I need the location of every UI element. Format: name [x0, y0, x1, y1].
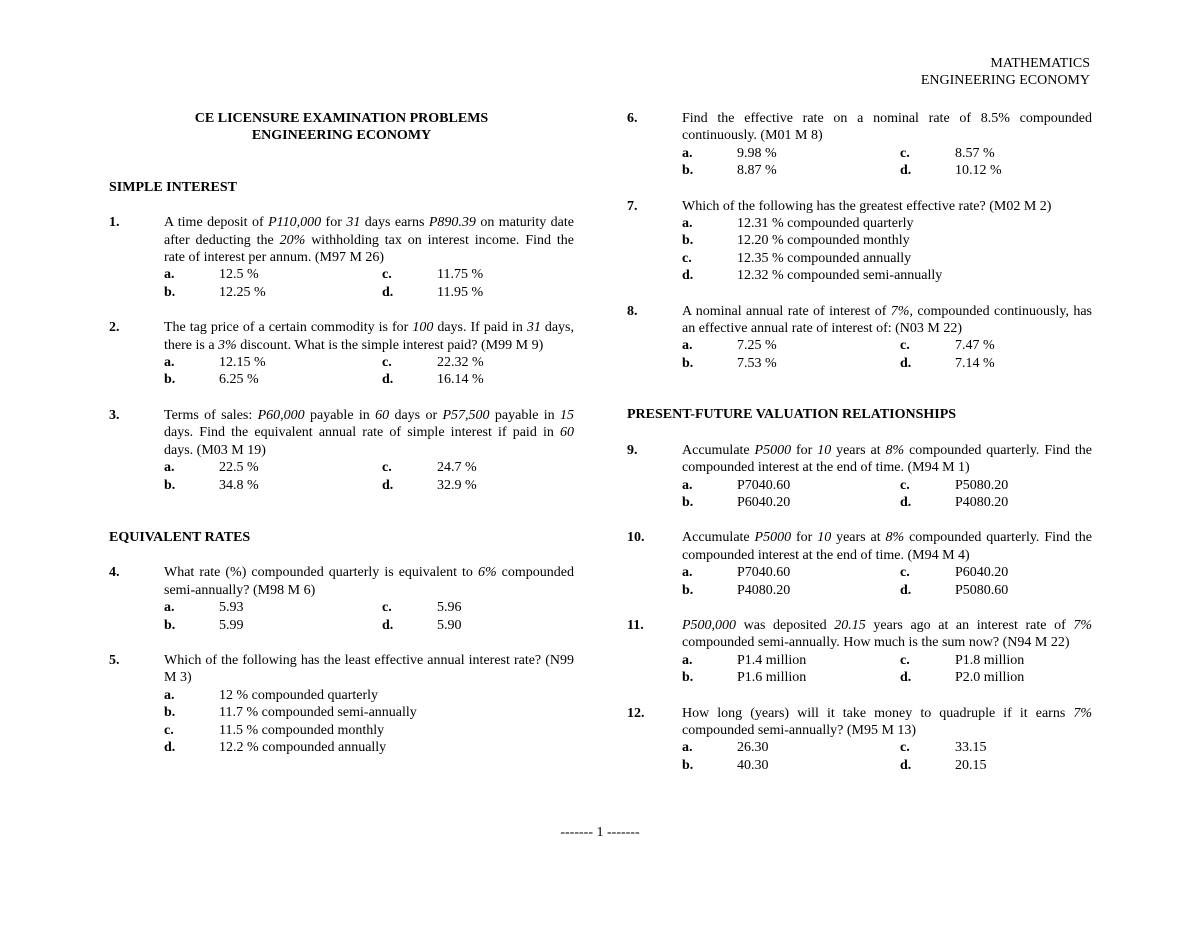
choice-a: 26.30 — [737, 740, 769, 756]
answer-choices: a. 26.30 c. 33.15 b. 40.30 d. 20.15 — [682, 739, 1092, 774]
choice-d: 20.15 — [955, 757, 987, 773]
problem-text: Which of the following has the greatest effective rate? (M02 M 2) — [682, 198, 1052, 214]
choice-d: 12.32 % compounded semi-annually — [737, 268, 943, 284]
problem-9 — [627, 442, 1092, 512]
answer-choices: a. 5.93 c. 5.96 b. 5.99 d. 5.90 — [164, 599, 574, 634]
choice-b: 40.30 — [737, 757, 769, 773]
choice-c: 5.96 — [437, 600, 462, 616]
problem-number: 4. — [109, 565, 120, 581]
problem-4 — [109, 564, 574, 634]
choice-d: 10.12 % — [955, 163, 1002, 179]
problem-number: 3. — [109, 407, 120, 423]
section-equivalent-rates: EQUIVALENT RATES — [109, 529, 251, 545]
problem-text: Terms of sales: P60,000 payable in 60 days or P57,500 payable in 15 days. Find the equivalent annual rate of simple interest if paid in 60 days. (M03 M 19) — [164, 407, 575, 458]
problem-number: 9. — [627, 442, 638, 458]
problem-8 — [627, 303, 1092, 373]
problem-text: Which of the following has the least effective annual interest rate? (N99 M 3) — [164, 652, 574, 686]
problem-11 — [627, 617, 1092, 687]
problem-text: How long (years) will it take money to quadruple if it earns 7% compounded semi-annually? (M95 M 13) — [682, 705, 1092, 738]
problem-text: Find the effective rate on a nominal rate of 8.5% compounded continuously. (M01 M 8) — [682, 111, 1092, 144]
choice-c: P1.8 million — [955, 652, 1025, 668]
problem-number: 2. — [109, 320, 120, 336]
problem-number: 10. — [627, 530, 645, 546]
problem-text: P500,000 was deposited 20.15 years ago at an interest rate of 7% compounded semi-annually. How much is the sum now? (N94 M 22) — [682, 617, 1092, 651]
page-header — [921, 55, 1090, 90]
choice-c: 11.5 % compounded monthly — [219, 722, 385, 738]
problem-text: The tag price of a certain commodity is for 100 days. If paid in 31 days, there is a 3% discount. What is the simple interest paid? (M99 M 9) — [164, 320, 574, 353]
problem-5 — [109, 652, 574, 756]
section-simple-interest: SIMPLE INTEREST — [109, 179, 237, 195]
choice-a: 5.93 — [219, 600, 244, 616]
problem-number: 12. — [627, 705, 645, 721]
choice-c: 22.32 % — [437, 355, 484, 371]
choice-d: 7.14 % — [955, 355, 995, 371]
problem-text: A time deposit of P110,000 for 31 days earns P890.39 on maturity date after deducting the 20% withholding tax on interest income. Find the rate of interest per annum. (M97 M 26) — [164, 215, 574, 266]
problem-number: 1. — [109, 215, 120, 231]
problem-text: What rate (%) compounded quarterly is equivalent to 6% compounded semi-annually? (M98 M 6) — [164, 565, 574, 598]
problem-3 — [109, 407, 574, 494]
choice-c: P5080.20 — [955, 477, 1009, 493]
choice-a: P7040.60 — [737, 477, 791, 493]
choice-b: 5.99 — [219, 617, 244, 633]
choice-c: 11.75 % — [437, 267, 484, 283]
answer-choices: a. 12.31 % compounded quarterly b. 12.20 % compounded monthly c. 12.35 % compounded annually d. 12.32 % compounded semi-annually — [682, 215, 1092, 285]
choice-d: 5.90 — [437, 617, 462, 633]
problem-12 — [627, 705, 1092, 775]
choice-a: P7040.60 — [737, 565, 791, 581]
choice-a: 12 % compounded quarterly — [219, 687, 379, 703]
document-title: CE LICENSURE EXAMINATION PROBLEMS ENGINEERING ECONOMY — [194, 111, 489, 144]
choice-d: P4080.20 — [955, 494, 1009, 510]
left-column — [109, 110, 574, 756]
problem-number: 5. — [109, 652, 120, 668]
problem-number: 11. — [627, 617, 644, 633]
right-column — [627, 110, 1092, 774]
section-present-future: PRESENT-FUTURE VALUATION RELATIONSHIPS — [627, 407, 957, 423]
choice-c: P6040.20 — [955, 565, 1009, 581]
choice-a: 12.31 % compounded quarterly — [737, 216, 914, 232]
header-subject: MATHEMATICS — [990, 56, 1090, 71]
choice-b: P1.6 million — [737, 670, 807, 686]
problem-number: 6. — [627, 111, 638, 126]
problem-number: 8. — [627, 303, 638, 319]
answer-choices: a. 22.5 % c. 24.7 % b. 34.8 % d. 32.9 % — [164, 459, 574, 494]
problem-10 — [627, 529, 1092, 599]
choice-b: 11.7 % compounded semi-annually — [219, 705, 417, 721]
header-topic: ENGINEERING ECONOMY — [920, 73, 1090, 89]
choice-c: 33.15 — [955, 740, 987, 756]
answer-choices: a. P1.4 million c. P1.8 million b. P1.6 million d. P2.0 million — [682, 652, 1092, 687]
choice-d: P2.0 million — [955, 670, 1025, 686]
answer-choices: a. P7040.60 c. P5080.20 b. P6040.20 d. P4080.20 — [682, 477, 1092, 512]
answer-choices: a. 9.98 % c. 8.57 % b. 8.87 % d. 10.12 % — [682, 145, 1092, 180]
choice-d: 16.14 % — [437, 372, 484, 388]
choice-b: P6040.20 — [737, 494, 791, 510]
choice-c: 24.7 % — [437, 460, 477, 476]
choice-b: P4080.20 — [737, 582, 791, 598]
choice-b: 12.25 % — [219, 284, 266, 300]
choice-a: 12.5 % — [219, 267, 259, 283]
problem-text: Accumulate P5000 for 10 years at 8% compounded quarterly. Find the compounded interest at the end of time. (M94 M 4) — [682, 530, 1092, 563]
choice-a: 22.5 % — [219, 460, 259, 476]
choice-b: 12.20 % compounded monthly — [737, 233, 910, 249]
choice-d: 32.9 % — [437, 477, 477, 493]
answer-choices: a. 12.15 % c. 22.32 % b. 6.25 % d. 16.14 % — [164, 354, 574, 389]
choice-c: 12.35 % compounded annually — [737, 250, 912, 266]
problem-1 — [109, 214, 574, 301]
choice-b: 7.53 % — [737, 355, 777, 371]
problem-text: Accumulate P5000 for 10 years at 8% compounded quarterly. Find the compounded interest at the end of time. (M94 M 1) — [682, 442, 1092, 476]
problem-2 — [109, 319, 574, 389]
page-number: ------- 1 ------- — [560, 825, 640, 840]
choice-b: 34.8 % — [219, 477, 259, 493]
problem-6 — [627, 110, 1092, 180]
choice-b: 6.25 % — [219, 372, 259, 388]
choice-d: P5080.60 — [955, 582, 1009, 598]
answer-choices: a. 12.5 % c. 11.75 % b. 12.25 % d. 11.95 % — [164, 266, 574, 301]
choice-a: 9.98 % — [737, 145, 777, 161]
problem-number: 7. — [627, 198, 638, 214]
choice-c: 7.47 % — [955, 338, 995, 354]
choice-a: P1.4 million — [737, 652, 807, 668]
problem-7 — [627, 198, 1092, 285]
choice-d: 11.95 % — [437, 284, 484, 300]
answer-choices: a. 12 % compounded quarterly b. 11.7 % compounded semi-annually c. 11.5 % compounded monthly d. 12.2 % compounded annually — [164, 687, 574, 757]
choice-d: 12.2 % compounded annually — [219, 739, 387, 755]
choice-a: 12.15 % — [219, 355, 266, 371]
answer-choices: a. P7040.60 c. P6040.20 b. P4080.20 d. P5080.60 — [682, 564, 1092, 599]
answer-choices: a. 7.25 % c. 7.47 % b. 7.53 % d. 7.14 % — [682, 337, 1092, 372]
choice-a: 7.25 % — [737, 338, 777, 354]
choice-b: 8.87 % — [737, 163, 777, 179]
problem-text: A nominal annual rate of interest of 7%, compounded continuously, has an effective annual rate of interest of: (N03 M 22) — [682, 303, 1092, 337]
choice-c: 8.57 % — [955, 145, 995, 161]
